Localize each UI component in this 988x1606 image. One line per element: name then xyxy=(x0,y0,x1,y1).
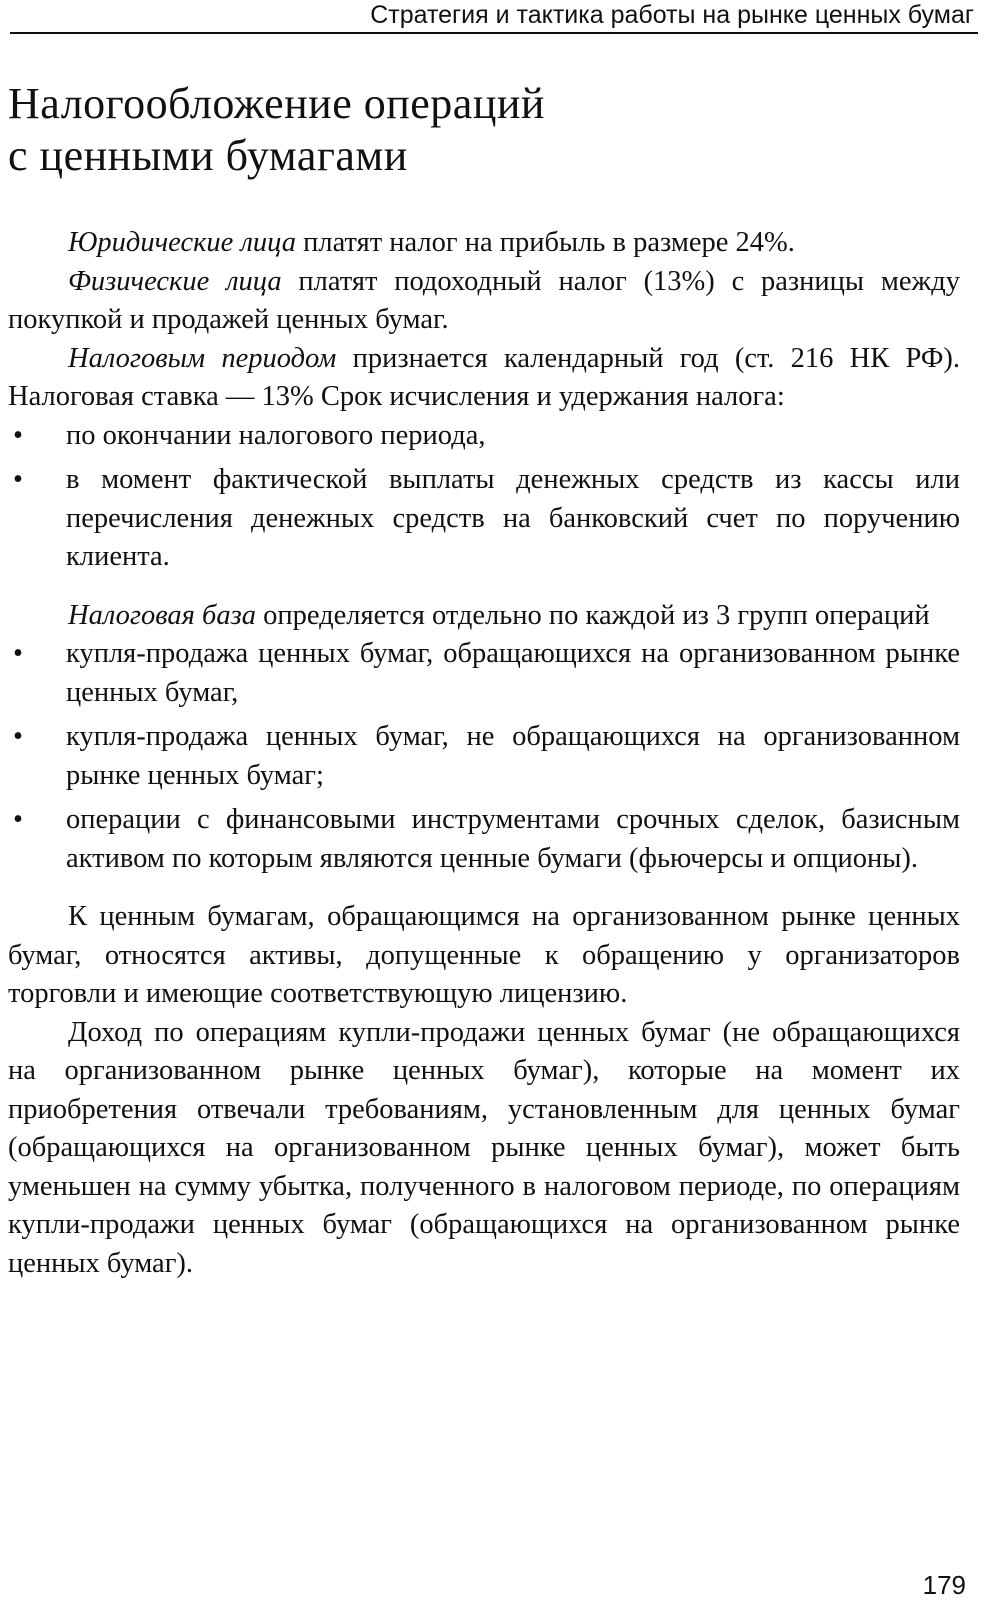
chapter-title-line-1: Налогообложение операций xyxy=(8,79,545,128)
paragraph-organized-market: К ценным бумагам, обращающимся на организованном рынке ценных бумаг, относятся активы, допущенные к обращению у организаторов торговли и имеющие соответствующую лицензию. xyxy=(8,901,960,1009)
bullet-icon: • xyxy=(13,721,23,752)
paragraph-income-reduction: Доход по операциям купли-продажи ценных бумаг (не обращающихся на организованном рынке ценных бумаг), которые на момент их приобретения отвечали требованиям, установленным для ценных бумаг (обращающихся на организованном рынке ценных бумаг), может быть уменьшен на сумму убытка, полученного в налоговом периоде, по операциям купли-продажи ценных бумаг (обращающихся на организованном рынке ценных бумаг). xyxy=(8,1016,960,1279)
list-item xyxy=(8,718,960,795)
list-item xyxy=(8,635,960,712)
running-header-text: Стратегия и тактика работы на рынке ценных бумаг xyxy=(370,1,974,29)
bullet-icon: • xyxy=(13,419,23,451)
term-legal-entities: Юридические лица xyxy=(68,227,296,258)
paragraph-tax-base xyxy=(8,597,960,636)
term-tax-base: Налоговая база xyxy=(68,599,256,631)
paragraph-tax-period-text: признается календарный год (ст. 216 НК РФ). Налоговая ставка — 13% Срок исчисления и удержания налога: xyxy=(8,342,960,412)
bullet-icon: • xyxy=(13,804,23,835)
list-item-text: в момент фактической выплаты денежных средств из кассы или перечисления денежных средств на банковский счет по поручению клиента. xyxy=(66,464,960,572)
bullet-icon: • xyxy=(13,464,23,495)
chapter-title xyxy=(8,78,948,182)
paragraph-tax-base-text: определяется отдельно по каждой из 3 групп операций xyxy=(255,599,930,631)
paragraph-individuals xyxy=(8,263,960,340)
term-tax-period: Налоговым периодом xyxy=(68,342,337,374)
body-text xyxy=(8,224,960,1283)
list-item-text: купля-продажа ценных бумаг, не обращающихся на организованном рынке ценных бумаг; xyxy=(66,721,960,791)
term-individuals: Физические лица xyxy=(68,265,282,297)
paragraph-tax-period xyxy=(8,340,960,417)
list-item xyxy=(8,801,960,878)
list-item xyxy=(8,461,960,577)
bullet-icon: • xyxy=(13,638,23,669)
list-item-text: по окончании налогового периода, xyxy=(66,419,486,451)
paragraph-individuals-text: платят подоходный налог (13%) с разницы между покупкой и продажей ценных бумаг. xyxy=(8,265,960,335)
running-header xyxy=(10,0,978,34)
list-tax-terms xyxy=(8,417,960,577)
page-number: 179 xyxy=(922,1570,966,1600)
list-item-text: купля-продажа ценных бумаг, обращающихся на организованном рынке ценных бумаг, xyxy=(66,638,960,708)
list-operation-groups xyxy=(8,635,960,878)
paragraph-legal-entities xyxy=(8,224,960,263)
list-item-text: операции с финансовыми инструментами срочных сделок, базисным активом по которым являются ценные бумаги (фьючерсы и опционы). xyxy=(66,804,960,874)
paragraph-legal-entities-text: платят налог на прибыль в размере 24%. xyxy=(296,227,795,258)
list-item xyxy=(8,417,960,456)
chapter-title-line-2: с ценными бумагами xyxy=(8,131,408,180)
